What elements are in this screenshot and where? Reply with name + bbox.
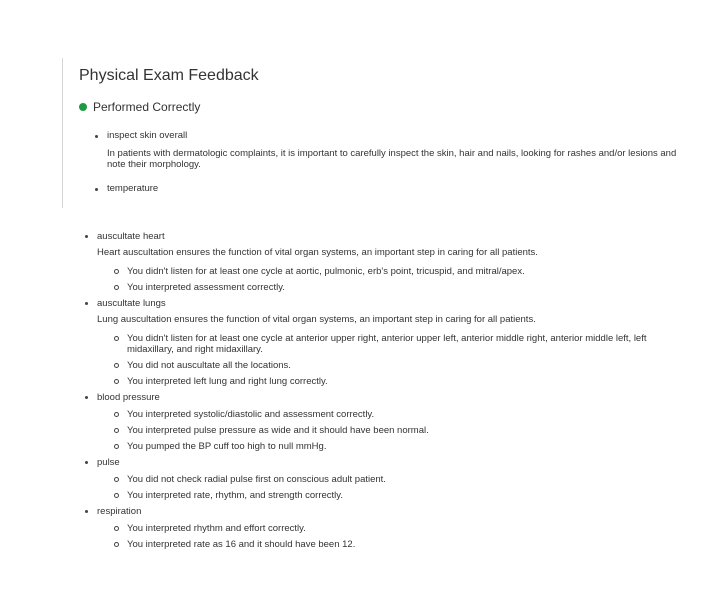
feedback-items — [97, 333, 681, 387]
status-dot-icon — [79, 103, 87, 111]
feedback-item: You interpreted rhythm and effort correctly. — [97, 523, 681, 534]
category-label: respiration — [97, 506, 142, 517]
performed-item-description: In patients with dermatologic complaints, it is important to carefully inspect the skin, hair and nails, looking for rashes and/or lesions and note their morphology. — [107, 148, 677, 170]
feedback-item: You did not check radial pulse first on conscious adult patient. — [97, 474, 681, 485]
feedback-item: You interpreted assessment correctly. — [97, 282, 681, 293]
feedback-item: You did not auscultate all the locations. — [97, 360, 681, 371]
category-label: auscultate heart — [97, 231, 165, 242]
feedback-items — [97, 266, 681, 293]
feedback-items — [97, 474, 681, 501]
feedback-item: You didn't listen for at least one cycle at anterior upper right, anterior upper left, anterior middle right, anterior middle left, left midaxillary, and right midaxillary. — [97, 333, 681, 355]
feedback-items — [97, 523, 681, 550]
category-label: pulse — [97, 457, 120, 468]
category-label: auscultate lungs — [97, 298, 166, 309]
status-label: Performed Correctly — [93, 100, 201, 114]
performed-item-label: temperature — [107, 183, 159, 194]
feedback-item: You pumped the BP cuff too high to null mmHg. — [97, 441, 681, 452]
category-label: blood pressure — [97, 392, 160, 403]
performed-list — [91, 130, 681, 195]
feedback-category-respiration — [81, 505, 681, 550]
feedback-item: You didn't listen for at least one cycle at aortic, pulmonic, erb's point, tricuspid, and mitral/apex. — [97, 266, 681, 277]
performed-correctly-panel — [62, 58, 683, 208]
feedback-item: You interpreted systolic/diastolic and assessment correctly. — [97, 409, 681, 420]
feedback-category-pulse — [81, 456, 681, 501]
feedback-category-auscultate-heart — [81, 230, 681, 293]
feedback-item: You interpreted rate as 16 and it should have been 12. — [97, 539, 681, 550]
feedback-item: You interpreted pulse pressure as wide and it should have been normal. — [97, 425, 681, 436]
performed-item — [91, 130, 681, 170]
feedback-item: You interpreted rate, rhythm, and strength correctly. — [97, 490, 681, 501]
category-description: Lung auscultation ensures the function of vital organ systems, an important step in caring for all patients. — [97, 314, 536, 325]
status-row — [79, 99, 200, 115]
feedback-list — [81, 230, 681, 551]
feedback-category-blood-pressure — [81, 391, 681, 452]
page-title: Physical Exam Feedback — [79, 67, 259, 84]
feedback-item: You interpreted left lung and right lung correctly. — [97, 376, 681, 387]
performed-item-label: inspect skin overall — [107, 130, 188, 141]
category-description: Heart auscultation ensures the function of vital organ systems, an important step in caring for all patients. — [97, 247, 538, 258]
performed-item — [91, 183, 681, 195]
feedback-category-auscultate-lungs — [81, 297, 681, 387]
feedback-items — [97, 409, 681, 452]
